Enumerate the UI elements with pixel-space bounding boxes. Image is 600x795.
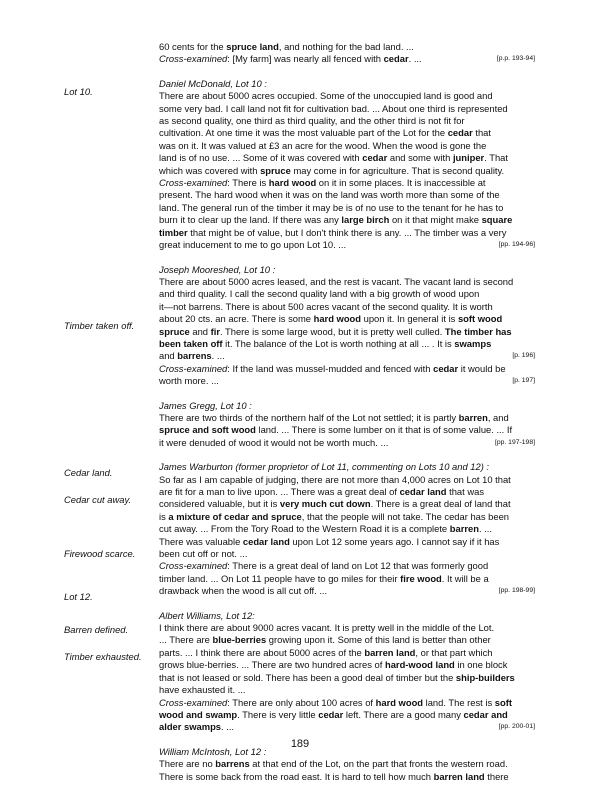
text-line: been taken off it. The balance of the Lot is worth nothing at all ... . It is swamps bbox=[159, 337, 492, 349]
margin-note-barren-defined: Barren defined. bbox=[64, 624, 129, 635]
text-line: and third quality. I call the second quality land with a big growth of wood upon bbox=[159, 288, 480, 300]
speaker-heading: Daniel McDonald, Lot 10 : bbox=[159, 77, 267, 89]
text-line: as second quality, one third as third quality, and the other third is not fit for bbox=[159, 115, 465, 127]
text-line: There are no barrens at that end of the Lot, on the part that fronts the western road. bbox=[159, 758, 508, 770]
text-line: [pp. 197-198] it were denuded of wood it would not be worth much. ... bbox=[159, 436, 535, 448]
text-line: grows blue-berries. ... There are two hundred acres of hard-wood land in one block bbox=[159, 659, 508, 671]
margin-note-lot12: Lot 12. bbox=[64, 591, 93, 602]
margin-note-timber-exhausted: Timber exhausted. bbox=[64, 651, 142, 662]
text-line: are fit for a man to live upon. ... There was a great deal of cedar land that was bbox=[159, 486, 485, 497]
text-line: considered valuable, but it is very much cut down. There is a great deal of land that bbox=[159, 498, 511, 510]
testimony-block bbox=[159, 78, 535, 252]
text-line: some very bad. I call land not fit for cultivation bad. ... About one third is represented bbox=[159, 102, 508, 114]
testimony-block bbox=[159, 461, 535, 597]
text-line: There was valuable cedar land upon Lot 12 some years ago. I cannot say if it has bbox=[159, 535, 500, 547]
text-line: There are two thirds of the northern half of the Lot not settled; it is partly barren, and bbox=[159, 411, 509, 423]
text-line: [p. 197] worth more. ... bbox=[159, 375, 535, 387]
page-reference: [p. 196] bbox=[512, 352, 535, 360]
testimony-block bbox=[159, 610, 535, 734]
page-reference: [p.p. 193-94] bbox=[496, 55, 535, 63]
text-line: So far as I am capable of judging, there are not more than 4,000 acres on Lot 10 that bbox=[159, 473, 511, 485]
testimony-block bbox=[159, 41, 535, 66]
text-line: [pp. 194-96] great inducement to me to go upon Lot 10. ... bbox=[159, 239, 535, 251]
text-line: about 20 cts. an acre. There is some hard wood upon it. In general it is soft wood bbox=[159, 313, 503, 325]
text-line: [pp. 200-01] alder swamps. ... bbox=[159, 721, 535, 733]
text-line: is a mixture of cedar and spruce, that the people will not take. The cedar has been bbox=[159, 510, 510, 522]
text-line: land. The general run of the timber it may be is of no use to the tenant for he has to bbox=[159, 201, 504, 213]
text-line: Cross-examined: There is a great deal of land on Lot 12 that was formerly good bbox=[159, 560, 489, 572]
text-line: 60 cents for the spruce land, and nothing for the bad land. ... bbox=[159, 41, 414, 52]
text-line: ... There are blue-berries growing upon it. Some of this land is better than other bbox=[159, 634, 491, 646]
page-number: 189 bbox=[290, 738, 310, 750]
text-line: Cross-examined: There are only about 100 acres of hard wood land. The rest is soft bbox=[159, 696, 512, 708]
text-line: I think there are about 9000 acres vacant. It is pretty well in the middle of the Lot. bbox=[159, 622, 495, 634]
text-line: Cross-examined: If the land was mussel-mudded and fenced with cedar it would be bbox=[159, 362, 506, 374]
testimony-block bbox=[159, 400, 535, 450]
speaker-heading: William McIntosh, Lot 12 : bbox=[159, 745, 267, 757]
text-line: which was covered with spruce may come in for agriculture. That is second quality. bbox=[159, 164, 505, 176]
testimony-block bbox=[159, 264, 535, 388]
text-line: [p.p. 193-94] Cross-examined: [My farm] was nearly all fenced with cedar. ... bbox=[159, 53, 535, 65]
main-text-column bbox=[159, 41, 535, 795]
text-line: it—not barrens. There is about 500 acres vacant of the second quality. It is worth bbox=[159, 300, 493, 312]
speaker-heading: James Warburton (former proprietor of Lot 11, commenting on Lots 10 and 12) : bbox=[159, 461, 490, 473]
text-line: [p. 196] and barrens. ... bbox=[159, 350, 535, 362]
page-reference: [pp. 197-198] bbox=[494, 438, 535, 446]
text-line: There is some back from the road east. It is hard to tell how much barren land there bbox=[159, 770, 509, 782]
testimony-block bbox=[159, 746, 535, 783]
speaker-heading: James Gregg, Lot 10 : bbox=[159, 399, 252, 411]
text-line: was on it. It was valued at £3 an acre for the wood. When the wood is gone the bbox=[159, 139, 487, 151]
text-line: burn it to clear up the land. If there was any large birch on it that might make square bbox=[159, 214, 513, 226]
text-line: cut away. ... From the Tory Road to the Western Road it is a complete barren. ... bbox=[159, 523, 492, 535]
page-reference: [pp. 198-99] bbox=[498, 587, 535, 595]
text-line: been cut off or not. ... bbox=[159, 548, 248, 560]
speaker-heading: Albert Williams, Lot 12: bbox=[159, 609, 255, 621]
margin-note-cedar-cut-away: Cedar cut away. bbox=[64, 494, 132, 505]
text-line: wood and swamp. There is very little cedar left. There are a good many cedar and bbox=[159, 708, 508, 720]
margin-note-lot10: Lot 10. bbox=[64, 86, 93, 97]
text-line: [pp. 198-99] drawback when the wood is all cut off. ... bbox=[159, 585, 535, 597]
text-line: cultivation. At one time it was the most valuable part of the Lot for the cedar that bbox=[159, 127, 491, 139]
text-line: parts. ... I think there are about 5000 acres of the barren land, or that part which bbox=[159, 646, 493, 658]
page-reference: [pp. 200-01] bbox=[498, 723, 535, 731]
text-line: There are about 5000 acres occupied. Some of the unoccupied land is good and bbox=[159, 90, 493, 102]
page-reference: [p. 197] bbox=[512, 377, 535, 385]
text-line: spruce and soft wood land. ... There is some lumber on it that is of some value. ... If bbox=[159, 424, 513, 436]
text-line: that is not leased or sold. There has been a good deal of timber but the ship-builders bbox=[159, 671, 515, 683]
margin-note-timber-taken-off: Timber taken off. bbox=[64, 320, 135, 331]
text-line: timber land. ... On Lot 11 people have to go miles for their fire wood. It will be a bbox=[159, 572, 489, 584]
text-line: There are about 5000 acres leased, and the rest is vacant. The vacant land is second bbox=[159, 275, 514, 287]
text-line: Cross-examined: There is hard wood on it in some places. It is inaccessible at bbox=[159, 177, 486, 189]
text-line: land is of no use. ... Some of it was covered with cedar and some with juniper. That bbox=[159, 152, 509, 164]
margin-note-firewood-scarce: Firewood scarce. bbox=[64, 548, 136, 559]
text-line: timber that might be of value, but I don't think there is any. ... The timber was a very bbox=[159, 226, 507, 238]
text-line: spruce and fir. There is some large wood, but it is pretty well culled. The timber has bbox=[159, 325, 512, 337]
margin-note-cedar-land: Cedar land. bbox=[64, 467, 113, 478]
text-line: have exhausted it. ... bbox=[159, 684, 246, 696]
page-reference: [pp. 194-96] bbox=[498, 241, 535, 249]
text-line: present. The hard wood when it was on the land was worth more than some of the bbox=[159, 189, 500, 201]
speaker-heading: Joseph Mooreshed, Lot 10 : bbox=[159, 263, 276, 275]
